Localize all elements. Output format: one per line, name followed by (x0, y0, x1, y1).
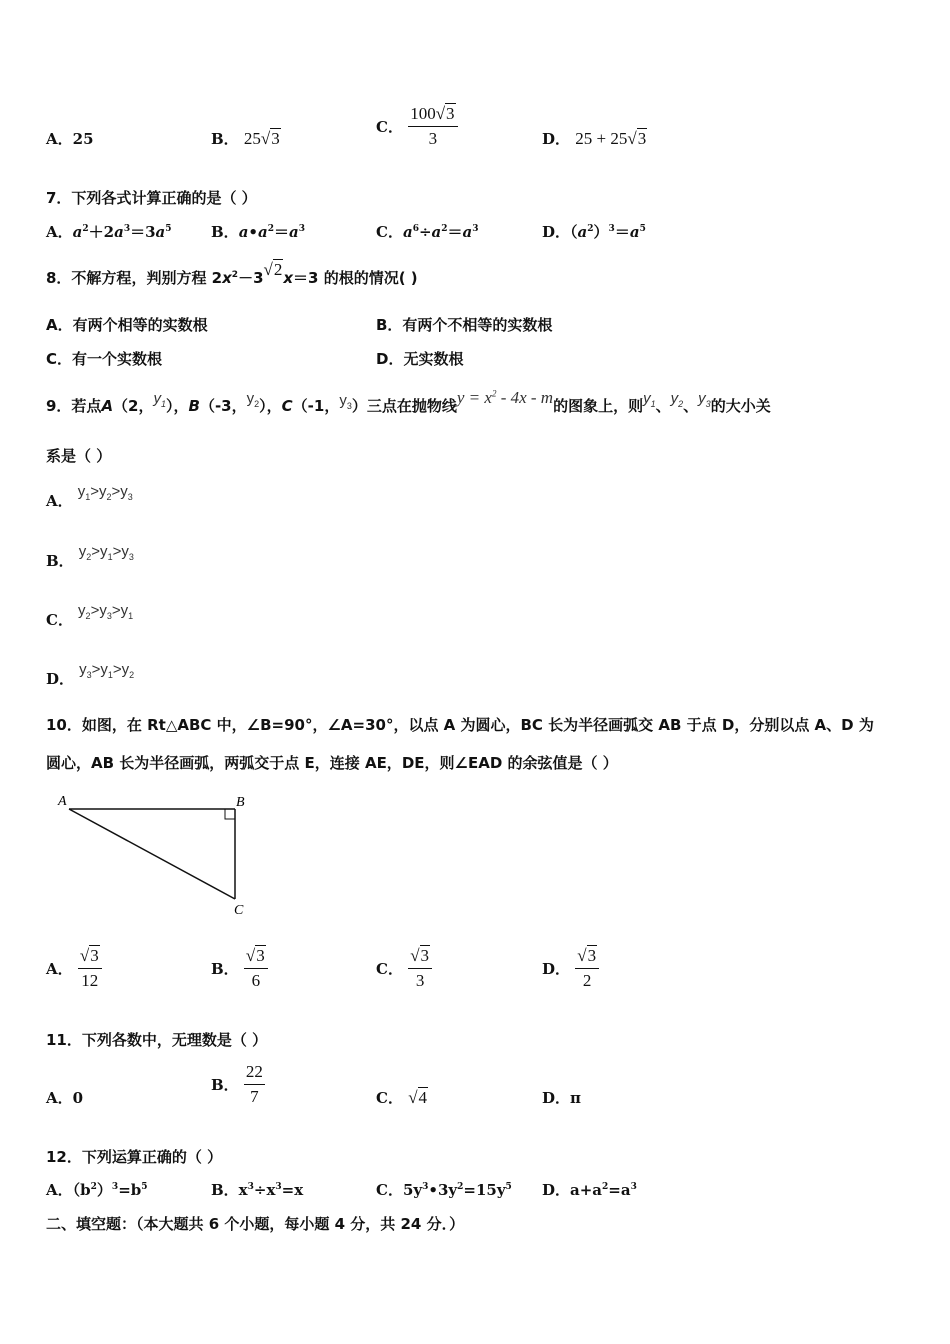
section-2-heading: 二、填空题：（本大题共 6 个小题，每小题 4 分，共 24 分．） (46, 1215, 465, 1233)
q10-stem-line1: 10．如图，在 Rt△ABC 中，∠B=90°，∠A=30°，以点 A 为圆心，BC 长为半径画弧交 AB 于点 D，分别以点 A、D 为 (46, 716, 874, 734)
q10-option-c: C． $\frac{√3}{3}$ (376, 946, 432, 991)
option-label: D． (542, 130, 571, 148)
q8-option-b: B．有两个不相等的实数根 (376, 316, 553, 334)
label-b: B (236, 795, 245, 810)
q12-option-c: C．$5y^3•3y^2=15y^5$ (376, 1181, 512, 1199)
side-ac (69, 809, 235, 899)
q8-option-c: C．有一个实数根 (46, 350, 163, 368)
q11-option-c: C． √4 (376, 1088, 428, 1107)
q12-option-b: B．$x^3\div x^3=x$ (211, 1181, 304, 1199)
option-label: A． (46, 130, 73, 148)
q11-option-a: A．0 (46, 1089, 84, 1107)
q7-option-d: D．$(a^2)^3=a^5$ (542, 223, 646, 241)
q11-option-b: B． $\frac{22}{7}$ (211, 1062, 263, 1106)
q7-option-a: A．$a^2+2a^3=3a^5$ (46, 223, 172, 241)
q8-option-a: A．有两个相等的实数根 (46, 316, 208, 334)
option-label: C． (376, 118, 403, 136)
option-label: B． (211, 130, 239, 148)
q12-stem: 12．下列运算正确的（ ） (46, 1148, 223, 1166)
q8-stem: 8．不解方程，判别方程 $2x^2-3√2x=3$ 的根的情况( ) (46, 260, 418, 287)
option-value: 25√3 (243, 129, 280, 148)
q10-option-b: B． $\frac{√3}{6}$ (211, 946, 268, 991)
q6-option-c (376, 104, 458, 149)
q11-option-d: D．π (542, 1089, 581, 1107)
q6-option-b (211, 128, 281, 149)
q11-stem: 11．下列各数中，无理数是（ ） (46, 1031, 268, 1049)
q9-option-b: B． $y_2>y_1>y_3$ (46, 543, 134, 570)
q7-option-b: B．$a•a^2=a^3$ (211, 223, 306, 241)
q9-option-a: A． $y_1>y_2>y_3$ (46, 483, 133, 510)
q8-option-d: D．无实数根 (376, 350, 464, 368)
q10-option-a: A． $\frac{√3}{12}$ (46, 946, 102, 991)
triangle-figure (50, 788, 260, 920)
q7-option-c: C．$a^6\div a^2=a^3$ (376, 223, 479, 241)
q9-stem-line2: 系是（ ） (46, 447, 112, 465)
q6-option-a (46, 128, 94, 149)
q12-option-d: D．$a+a^2=a^3$ (542, 1181, 637, 1199)
right-angle-mark (225, 809, 235, 819)
q6-option-d (542, 128, 647, 149)
q9-stem-line1: 9．若点A（2，$y_1$），B（-3，$y_2$），C（-1，$y_3$）三点在抛物线$y = x^2 - 4x - m$的图象上，则$y_1$、$y_2$、$y_3$的大小关 (46, 388, 771, 415)
label-a: A (58, 794, 67, 809)
option-value: 25 (72, 130, 94, 148)
option-value: 25 + 25√3 (575, 129, 647, 148)
q10-option-d: D． $\frac{√3}{2}$ (542, 946, 599, 991)
q10-stem-line2: 圆心，AB 长为半径画弧，两弧交于点 E，连接 AE，DE，则∠EAD 的余弦值是（ ） (46, 754, 618, 772)
label-c: C (234, 903, 244, 918)
q9-option-c: C． $y_2>y_3>y_1$ (46, 602, 134, 629)
fraction: $\frac{100√3}{3}$ (408, 104, 457, 149)
q12-option-a: A．$(b^2)^3=b^5$ (46, 1181, 148, 1199)
q9-option-d: D． $y_3>y_1>y_2$ (46, 661, 135, 688)
q7-stem: 7．下列各式计算正确的是（ ） (46, 189, 257, 207)
